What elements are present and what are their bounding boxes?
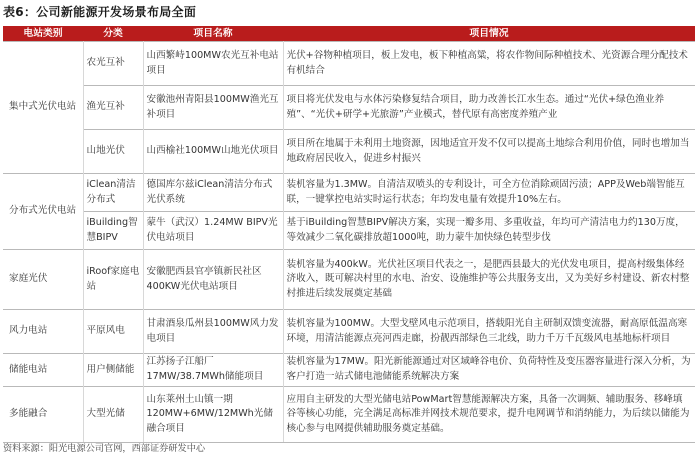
project-info-cell: 应用自主研发的大型光储电站PowMart智慧能源解决方案，具备一次调频、辅助服务、移峰填谷等核心功能，完全满足高标准并网技术规范要求，提升电网调节和消纳能力，为后续以储能为核心参与电网提供辅助服务奠定基础。 (283, 387, 695, 443)
project-name-cell: 江苏扬子江船厂17MW/38.7MWh储能项目 (143, 354, 283, 387)
project-info-cell: 装机容量为1.3MW。自清洁双喷头的专利设计，可全方位消除顽固污渍；APP及Web端智能互联，一键掌控电站实时运行状态；年均发电量有效提升10%左右。 (283, 174, 695, 212)
category-cell: 风力电站 (3, 310, 83, 354)
table-row (3, 310, 695, 354)
subcategory-cell: 大型光储 (83, 387, 143, 443)
subcategory-cell: 山地光伏 (83, 130, 143, 174)
project-info-cell: 项目将光伏发电与水体污染修复结合项目，助力改善长江水生态。通过“光伏+绿色渔业养殖”、“光伏+研学+光旅游”产业模式，替代原有高密度养殖产业 (283, 86, 695, 130)
subcategory-cell: 渔光互补 (83, 86, 143, 130)
header-project-info: 项目情况 (283, 26, 695, 42)
table-row (3, 354, 695, 387)
table-row (3, 130, 695, 174)
table-row (3, 212, 695, 250)
table-row (3, 42, 695, 86)
project-info-cell: 项目所在地属于未利用土地资源，因地适宜开发不仅可以提高土地综合利用价值，同时也增加当地政府居民收入，促进乡村振兴 (283, 130, 695, 174)
project-name-cell: 德国库尔兹iClean清洁分布式光伏系统 (143, 174, 283, 212)
category-cell: 多能融合 (3, 387, 83, 443)
subcategory-cell: 用户侧储能 (83, 354, 143, 387)
subcategory-cell: 农光互补 (83, 42, 143, 86)
subcategory-cell: iClean清洁分布式 (83, 174, 143, 212)
category-cell: 集中式光伏电站 (3, 42, 83, 174)
project-info-cell: 装机容量为100MW。大型戈壁风电示范项目，搭载阳光自主研制双馈变流器，耐高原低温高寒环境，用清洁能源点亮河西走廊，扮靓西部绿色三北线，助力千万千瓦级风电基地标杆项目 (283, 310, 695, 354)
project-name-cell: 甘肃酒泉瓜州县100MW风力发电项目 (143, 310, 283, 354)
category-cell: 储能电站 (3, 354, 83, 387)
table-row (3, 86, 695, 130)
project-info-cell: 装机容量为400kW。光伏社区项目代表之一，是肥西县最大的光伏发电项目，提高村级集体经济收入，既可解决村里的水电、治安、设施维护等公共服务支出，又为美好乡村建设、新农村整村推进后续发展奠定基础 (283, 250, 695, 310)
header-project-name: 项目名称 (143, 26, 283, 42)
table-header-row (3, 26, 695, 42)
source-note: 资料来源：阳光电源公司官网，西部证券研发中心 (3, 443, 206, 454)
header-subcategory: 分类 (83, 26, 143, 42)
subcategory-cell: 平原风电 (83, 310, 143, 354)
subcategory-cell: iRoof家庭电站 (83, 250, 143, 310)
table-row (3, 174, 695, 212)
project-name-cell: 蒙牛（武汉）1.24MW BIPV光伏电站项目 (143, 212, 283, 250)
project-info-cell: 光伏+谷物种植项目，板上发电，板下种植高粱，将农作物间际种植技术、光资源合理分配技术有机结合 (283, 42, 695, 86)
project-name-cell: 安徽肥西县官亭镇新民社区400KW光伏电站项目 (143, 250, 283, 310)
subcategory-cell: iBuilding智慧BIPV (83, 212, 143, 250)
header-category: 电站类别 (3, 26, 83, 42)
project-name-cell: 山东莱州土山镇一期120MW+6MW/12MWh光储融合项目 (143, 387, 283, 443)
project-info-cell: 装机容量为17MW。阳光新能源通过对区域峰谷电价、负荷特性及变压器容量进行深入分析，为客户打造一站式储电池储能系统解决方案 (283, 354, 695, 387)
project-name-cell: 山西繁峙100MW农光互补电站项目 (143, 42, 283, 86)
project-name-cell: 山西榆社100MW山地光伏项目 (143, 130, 283, 174)
table-title: 表6：公司新能源开发场景布局全面 (3, 5, 197, 19)
table-row (3, 387, 695, 443)
project-name-cell: 安徽池州青阳县100MW渔光互补项目 (143, 86, 283, 130)
category-cell: 分布式光伏电站 (3, 174, 83, 250)
category-cell: 家庭光伏 (3, 250, 83, 310)
table-row (3, 250, 695, 310)
scenario-table (3, 26, 695, 443)
project-info-cell: 基于iBuilding智慧BIPV解决方案，实现一瓣多用、多重收益，年均可产清洁电力约130万度，等效减少二氧化碳排放超1000吨，助力蒙牛加快绿色转型步伐 (283, 212, 695, 250)
